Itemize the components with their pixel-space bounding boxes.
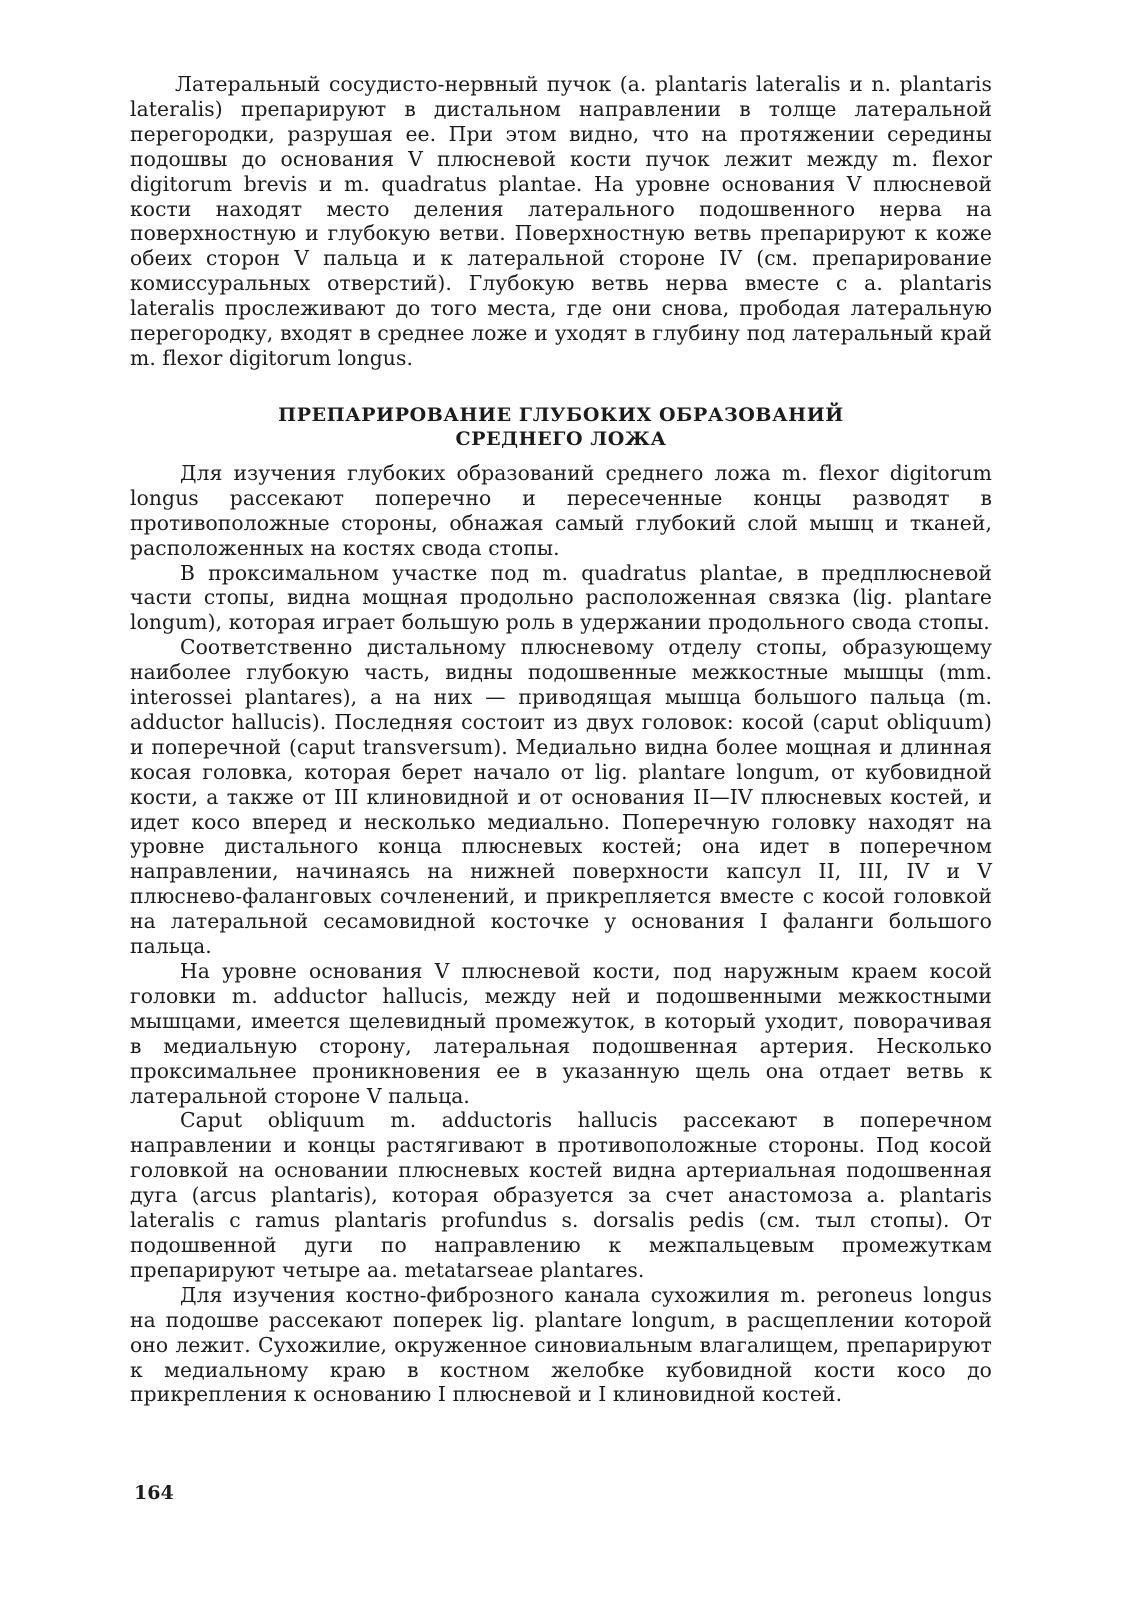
body-paragraph-6: Для изучения костно-фиброзного канала сухожилия m. peroneus longus на подошве рассекают поперек lig. plantare longum, в расщеплении которой оно лежит. Сухожилие, окруженное синовиальным влагалищем, препарируют к медиальному краю в костном желобке кубовидной кости косо до прикрепления к основанию I плюсневой и I клиновидной костей. <box>130 1282 992 1407</box>
page-number: 164 <box>134 1482 174 1504</box>
body-paragraph-2: В проксимальном участке под m. quadratus plantae, в предплюсневой части стопы, видна мощная продольно расположенная связка (lig. plantare longum), которая играет большую роль в удержании продольного свода стопы. <box>130 560 992 635</box>
section-heading-line-2: СРЕДНЕГО ЛОЖА <box>455 427 667 450</box>
body-paragraph-5: Caput obliquum m. adductoris hallucis рассекают в поперечном направлении и концы растягивают в противоположные стороны. Под косой головкой на основании плюсневых костей видна артериальная подошвенная дуга (arcus plantaris), которая образуется за счет анастомоза a. plantaris lateralis с ramus plantaris profundus s. dorsalis pedis (см. тыл стопы). От подошвенной дуги по направлению к межпальцевым промежуткам препарируют четыре aa. metatarseae plantares. <box>130 1108 992 1282</box>
section-heading <box>130 403 992 451</box>
body-paragraph-3: Соответственно дистальному плюсневому отделу стопы, образующему наиболее глубокую часть, видны подошвенные межкостные мышцы (mm. interossei plantares), а на них — приводящая мышца большого пальца (m. adductor hallucis). Последняя состоит из двух головок: косой (caput obliquum) и поперечной (caput transversum). Медиально видна более мощная и длинная косая головка, которая берет начало от lig. plantare longum, от кубовидной кости, а также от III клиновидной и от основания II—IV плюсневых костей, и идет косо вперед и несколько медиально. Поперечную головку находят на уровне дистального конца плюсневых костей; она идет в поперечном направлении, начинаясь на нижней поверхности капсул II, III, IV и V плюснево-фаланговых сочленений, и прикрепляется вместе с косой головкой на латеральной сесамовидной косточке у основания I фаланги большого пальца. <box>130 635 992 959</box>
section-heading-line-1: ПРЕПАРИРОВАНИЕ ГЛУБОКИХ ОБРАЗОВАНИЙ <box>278 403 844 426</box>
intro-paragraph: Латеральный сосудисто-нервный пучок (a. plantaris lateralis и n. plantaris lateralis) препарируют в дистальном направлении в толще латеральной перегородки, разрушая ее. При этом видно, что на протяжении середины подошвы до основания V плюсневой кости пучок лежит между m. flexor digitorum brevis и m. quadratus plantae. На уровне основания V плюсневой кости находят место деления латерального подошвенного нерва на поверхностную и глубокую ветви. Поверхностную ветвь препарируют к коже обеих сторон V пальца и к латеральной стороне IV (см. препарирование комиссуральных отверстий). Глубокую ветвь нерва вместе с a. plantaris lateralis прослеживают до того места, где они снова, прободая латеральную перегородку, входят в среднее ложе и уходят в глубину под латеральный край m. flexor digitorum longus. <box>130 72 992 370</box>
body-paragraph-1: Для изучения глубоких образований среднего ложа m. flexor digitorum longus рассекают поперечно и пересеченные концы разводят в противоположные стороны, обнажая самый глубокий слой мышц и тканей, расположенных на костях свода стопы. <box>130 460 992 560</box>
page-body <box>130 72 992 1407</box>
body-paragraph-4: На уровне основания V плюсневой кости, под наружным краем косой головки m. adductor hallucis, между ней и подошвенными межкостными мышцами, имеется щелевидный промежуток, в который уходит, поворачивая в медиальную сторону, латеральная подошвенная артерия. Несколько проксимальнее проникновения ее в указанную щель она отдает ветвь к латеральной стороне V пальца. <box>130 959 992 1108</box>
